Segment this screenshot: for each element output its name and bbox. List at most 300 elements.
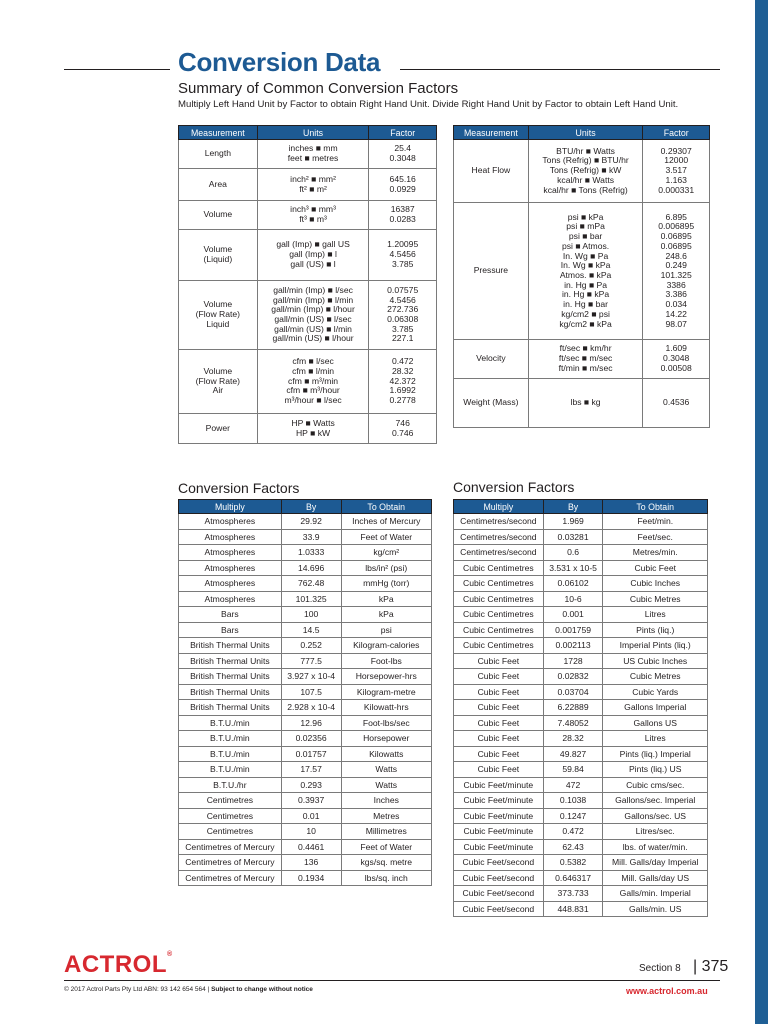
- to-obtain-cell: Cubic Inches: [603, 576, 708, 592]
- factor-cell-line: 1.6992: [389, 385, 416, 396]
- factor-cell-line: 12000: [664, 155, 689, 166]
- table-row: [454, 607, 708, 623]
- multiply-cell: Cubic Feet/second: [454, 886, 544, 902]
- by-cell: 29.92: [281, 514, 341, 530]
- table-row: [179, 684, 432, 700]
- units-cell: [528, 340, 643, 379]
- units-cell-line: in. Hg ■ Pa: [564, 279, 608, 290]
- table-row: [179, 731, 432, 747]
- multiply-cell: Centimetres of Mercury: [179, 839, 282, 855]
- summary-row: [179, 230, 437, 281]
- table-row: [179, 529, 432, 545]
- to-obtain-cell: Pints (liq.) Imperial: [603, 746, 708, 762]
- factor-cell-line: 4.5456: [389, 294, 416, 305]
- measurement-cell: [454, 340, 529, 379]
- table-row: [179, 855, 432, 871]
- multiply-cell: Bars: [179, 622, 282, 638]
- table-row: [454, 762, 708, 778]
- factor-cell-line: 746: [395, 417, 410, 428]
- to-obtain-cell: Galls/min. US: [603, 901, 708, 917]
- title-rule-left: [64, 69, 170, 70]
- units-cell-line: gall/min (Imp) ■ l/min: [272, 294, 354, 305]
- to-obtain-cell: Kilogram-calories: [341, 638, 431, 654]
- units-cell-line: In. Wg ■ kPa: [560, 260, 611, 271]
- to-obtain-cell: lbs. of water/min.: [603, 839, 708, 855]
- units-cell-line: ft/sec ■ m/sec: [558, 353, 613, 364]
- by-cell: 0.03704: [543, 684, 603, 700]
- factor-cell-line: 3.785: [391, 323, 414, 334]
- header-factor: Factor: [643, 126, 710, 140]
- factor-cell-line: 16387: [390, 204, 415, 215]
- units-cell: [528, 140, 643, 203]
- to-obtain-cell: Watts: [341, 762, 431, 778]
- to-obtain-cell: Kilowatts: [341, 746, 431, 762]
- factor-cell-line: 0.07575: [387, 284, 419, 295]
- measurement-cell-line: Weight (Mass): [463, 397, 519, 408]
- units-cell-line: HP ■ Watts: [291, 417, 335, 428]
- to-obtain-cell: Gallons Imperial: [603, 700, 708, 716]
- to-obtain-cell: mmHg (torr): [341, 576, 431, 592]
- factor-cell-line: 1.20095: [387, 239, 419, 250]
- cf-left-body: [179, 514, 432, 886]
- multiply-cell: Centimetres/second: [454, 545, 544, 561]
- factor-cell: [369, 169, 437, 201]
- to-obtain-cell: Cubic Feet: [603, 560, 708, 576]
- measurement-cell: [454, 379, 529, 428]
- factor-cell-line: 3.386: [665, 289, 687, 300]
- table-row: [454, 870, 708, 886]
- table-row: [454, 700, 708, 716]
- units-cell: [257, 201, 369, 230]
- by-cell: 1.0333: [281, 545, 341, 561]
- summary-row: [179, 201, 437, 230]
- multiply-cell: Centimetres: [179, 808, 282, 824]
- units-cell-line: inch³ ■ mm³: [290, 204, 336, 215]
- units-cell: [257, 140, 369, 169]
- units-cell-line: kg/cm2 ■ psi: [561, 308, 610, 319]
- factor-cell-line: 0.3048: [389, 153, 416, 163]
- factor-cell-line: 0.0283: [389, 214, 416, 224]
- factor-cell-line: 0.06895: [660, 231, 692, 242]
- by-cell: 0.002113: [543, 638, 603, 654]
- multiply-cell: Centimetres of Mercury: [179, 855, 282, 871]
- by-cell: 14.5: [281, 622, 341, 638]
- to-obtain-cell: kPa: [341, 607, 431, 623]
- multiply-cell: Cubic Centimetres: [454, 622, 544, 638]
- cf-right-body: [454, 514, 708, 917]
- units-cell-line: gall/min (Imp) ■ l/hour: [271, 304, 355, 315]
- multiply-cell: Cubic Feet: [454, 700, 544, 716]
- factor-cell-line: 0.00508: [660, 362, 692, 373]
- table-row: [454, 824, 708, 840]
- to-obtain-cell: Watts: [341, 777, 431, 793]
- to-obtain-cell: psi: [341, 622, 431, 638]
- multiply-cell: Cubic Feet/minute: [454, 839, 544, 855]
- by-cell: 0.01757: [281, 746, 341, 762]
- side-bar: [755, 0, 768, 1024]
- units-cell-line: in. Hg ■ kPa: [561, 289, 610, 300]
- factor-cell: [369, 201, 437, 230]
- units-cell-line: inches ■ mm: [288, 143, 338, 154]
- to-obtain-cell: Metres/min.: [603, 545, 708, 561]
- measurement-cell-line: (Flow Rate): [195, 309, 241, 320]
- factor-cell: [369, 140, 437, 169]
- measurement-cell-line: Length: [204, 148, 231, 159]
- table-row: [179, 622, 432, 638]
- summary-row: [179, 169, 437, 201]
- multiply-cell: B.T.U./hr: [179, 777, 282, 793]
- units-cell-line: m³/hour ■ l/sec: [284, 395, 342, 406]
- units-cell-line: gall/min (US) ■ l/hour: [272, 333, 354, 344]
- table-row: [454, 684, 708, 700]
- factor-cell: [369, 281, 437, 350]
- table-row: [454, 669, 708, 685]
- by-cell: 0.252: [281, 638, 341, 654]
- to-obtain-cell: Inches: [341, 793, 431, 809]
- to-obtain-cell: Millimetres: [341, 824, 431, 840]
- units-cell-line: kg/cm2 ■ kPa: [559, 318, 612, 329]
- measurement-cell-line: Volume: [203, 365, 233, 376]
- units-cell-line: psi ■ Atmos.: [561, 240, 610, 251]
- by-cell: 59.84: [543, 762, 603, 778]
- units-cell-line: Tons (Refrig) ■ kW: [549, 165, 622, 176]
- factor-cell-line: 0.746: [391, 427, 414, 438]
- table-row: [454, 576, 708, 592]
- summary-row: [454, 340, 710, 379]
- by-cell: 0.5382: [543, 855, 603, 871]
- multiply-cell: Atmospheres: [179, 514, 282, 530]
- units-cell-line: HP ■ kW: [295, 427, 331, 438]
- table-row: [179, 870, 432, 886]
- multiply-cell: Cubic Feet: [454, 746, 544, 762]
- measurement-cell: [454, 140, 529, 203]
- multiply-cell: Centimetres of Mercury: [179, 870, 282, 886]
- by-cell: 107.5: [281, 684, 341, 700]
- table-row: [179, 824, 432, 840]
- by-cell: 3.927 x 10-4: [281, 669, 341, 685]
- multiply-cell: Centimetres/second: [454, 529, 544, 545]
- measurement-cell: [179, 140, 258, 169]
- to-obtain-cell: Cubic Metres: [603, 669, 708, 685]
- summary-left-body: [179, 140, 437, 444]
- header-units: Units: [257, 126, 369, 140]
- by-cell: 101.325: [281, 591, 341, 607]
- multiply-cell: British Thermal Units: [179, 653, 282, 669]
- units-cell-line: ft/min ■ m/sec: [558, 362, 613, 373]
- to-obtain-cell: Litres: [603, 607, 708, 623]
- section-label: Section 8: [639, 963, 681, 974]
- header-to-obtain: To Obtain: [341, 500, 431, 514]
- factor-cell-line: 3.785: [391, 258, 414, 269]
- table-row: [179, 545, 432, 561]
- units-cell-line: gall/min (US) ■ l/sec: [274, 314, 352, 324]
- factor-cell-line: 42.372: [389, 375, 416, 386]
- multiply-cell: Cubic Feet/second: [454, 855, 544, 871]
- factor-cell-line: 1.609: [665, 343, 687, 354]
- units-cell-line: psi ■ mPa: [566, 221, 605, 232]
- to-obtain-cell: Imperial Pints (liq.): [603, 638, 708, 654]
- table-row: [179, 777, 432, 793]
- table-row: [454, 560, 708, 576]
- actrol-logo: [64, 951, 173, 979]
- measurement-cell-line: Air: [212, 385, 224, 396]
- to-obtain-cell: Horsepower: [341, 731, 431, 747]
- to-obtain-cell: Feet/min.: [603, 514, 708, 530]
- factor-cell-line: 98.07: [665, 318, 687, 329]
- copyright: © 2017 Actrol Parts Pty Ltd ABN: 93 142 654 564 | Subject to change without notice: [64, 986, 313, 993]
- by-cell: 14.696: [281, 560, 341, 576]
- by-cell: 62.43: [543, 839, 603, 855]
- header-by: By: [281, 500, 341, 514]
- factor-cell-line: 0.3048: [663, 353, 690, 364]
- units-cell-line: cfm ■ l/sec: [292, 356, 334, 367]
- units-cell-line: In. Wg ■ Pa: [562, 250, 609, 261]
- units-cell-line: psi ■ kPa: [567, 211, 604, 222]
- measurement-cell-line: Volume: [203, 299, 233, 310]
- units-cell-line: gall (US) ■ l: [290, 258, 336, 269]
- factor-cell-line: 0.06308: [387, 314, 419, 324]
- table-row: [454, 622, 708, 638]
- by-cell: 0.472: [543, 824, 603, 840]
- registered-mark: ®: [166, 951, 173, 958]
- to-obtain-cell: Galls/min. Imperial: [603, 886, 708, 902]
- factor-cell-line: 0.000331: [658, 184, 695, 195]
- measurement-cell: [179, 414, 258, 444]
- to-obtain-cell: Pints (liq.) US: [603, 762, 708, 778]
- units-cell-line: Atmos. ■ kPa: [559, 270, 612, 280]
- units-cell-line: psi ■ bar: [568, 231, 603, 242]
- multiply-cell: British Thermal Units: [179, 638, 282, 654]
- conversion-factors-heading-right: Conversion Factors: [453, 479, 575, 495]
- multiply-cell: Cubic Feet: [454, 653, 544, 669]
- to-obtain-cell: lbs/sq. inch: [341, 870, 431, 886]
- measurement-cell: [179, 230, 258, 281]
- multiply-cell: British Thermal Units: [179, 669, 282, 685]
- to-obtain-cell: Pints (liq.): [603, 622, 708, 638]
- multiply-cell: Bars: [179, 607, 282, 623]
- to-obtain-cell: Feet of Water: [341, 839, 431, 855]
- multiply-cell: Cubic Feet/minute: [454, 808, 544, 824]
- units-cell-line: inch² ■ mm²: [290, 173, 336, 184]
- table-row: [179, 700, 432, 716]
- to-obtain-cell: Gallons US: [603, 715, 708, 731]
- multiply-cell: Centimetres/second: [454, 514, 544, 530]
- conversion-factors-table-right: [453, 499, 708, 917]
- measurement-cell-line: Pressure: [473, 265, 509, 276]
- header-to-obtain: To Obtain: [603, 500, 708, 514]
- table-row: [179, 808, 432, 824]
- units-cell: [257, 169, 369, 201]
- to-obtain-cell: Mill. Galls/day Imperial: [603, 855, 708, 871]
- factor-cell-line: 0.249: [665, 260, 687, 271]
- by-cell: 17.57: [281, 762, 341, 778]
- summary-row: [179, 281, 437, 350]
- multiply-cell: British Thermal Units: [179, 684, 282, 700]
- header-measurement: Measurement: [179, 126, 258, 140]
- measurement-cell-line: Volume: [203, 209, 233, 220]
- to-obtain-cell: Kilogram-metre: [341, 684, 431, 700]
- to-obtain-cell: Cubic Yards: [603, 684, 708, 700]
- factor-cell: [643, 340, 710, 379]
- to-obtain-cell: Feet of Water: [341, 529, 431, 545]
- measurement-cell-line: Volume: [203, 244, 233, 255]
- units-cell-line: kcal/hr ■ Watts: [557, 174, 615, 185]
- multiply-cell: Cubic Centimetres: [454, 607, 544, 623]
- to-obtain-cell: US Cubic Inches: [603, 653, 708, 669]
- to-obtain-cell: Foot-lbs/sec: [341, 715, 431, 731]
- by-cell: 100: [281, 607, 341, 623]
- by-cell: 49.827: [543, 746, 603, 762]
- factor-cell-line: 0.4536: [663, 397, 690, 408]
- by-cell: 0.1934: [281, 870, 341, 886]
- factor-cell-line: 101.325: [660, 270, 692, 280]
- summary-row: [454, 203, 710, 340]
- to-obtain-cell: kgs/sq. metre: [341, 855, 431, 871]
- multiply-cell: Cubic Feet: [454, 715, 544, 731]
- measurement-cell-line: Velocity: [476, 353, 506, 364]
- to-obtain-cell: Horsepower-hrs: [341, 669, 431, 685]
- measurement-cell: [179, 350, 258, 414]
- factor-cell-line: 0.29307: [660, 145, 692, 156]
- copyright-text: © 2017 Actrol Parts Pty Ltd ABN: 93 142 654 564: [64, 986, 206, 993]
- factor-cell-line: 645.16: [389, 173, 416, 184]
- units-cell: [257, 230, 369, 281]
- page-number-value: 375: [701, 958, 729, 975]
- units-cell-line: gall/min (US) ■ l/min: [274, 323, 352, 334]
- measurement-cell: [179, 169, 258, 201]
- to-obtain-cell: kg/cm²: [341, 545, 431, 561]
- summary-table-left: [178, 125, 437, 444]
- multiply-cell: Atmospheres: [179, 560, 282, 576]
- table-row: [454, 855, 708, 871]
- multiply-cell: Atmospheres: [179, 576, 282, 592]
- factor-cell-line: 4.5456: [389, 249, 416, 260]
- multiply-cell: Cubic Feet/minute: [454, 777, 544, 793]
- factor-cell-line: 3386: [666, 279, 686, 290]
- factor-cell-line: 227.1: [391, 333, 414, 344]
- units-cell-line: BTU/hr ■ Watts: [556, 145, 615, 156]
- table-row: [454, 746, 708, 762]
- by-cell: 0.01: [281, 808, 341, 824]
- multiply-cell: Atmospheres: [179, 529, 282, 545]
- factor-cell: [369, 414, 437, 444]
- multiply-cell: Cubic Centimetres: [454, 560, 544, 576]
- measurement-cell-line: Area: [208, 178, 227, 189]
- footer-rule: [64, 980, 720, 981]
- by-cell: 0.6: [543, 545, 603, 561]
- units-cell-line: kcal/hr ■ Tons (Refrig): [543, 184, 628, 195]
- multiply-cell: Centimetres: [179, 793, 282, 809]
- by-cell: 0.3937: [281, 793, 341, 809]
- by-cell: 0.646317: [543, 870, 603, 886]
- factor-cell-line: 0.472: [391, 356, 414, 367]
- factor-cell: [369, 350, 437, 414]
- units-cell: [257, 281, 369, 350]
- by-cell: 2.928 x 10-4: [281, 700, 341, 716]
- factor-cell-line: 0.006895: [658, 221, 695, 232]
- table-row: [454, 715, 708, 731]
- factor-cell-line: 248.6: [665, 250, 687, 261]
- summary-table-right: [453, 125, 710, 428]
- factor-cell: [643, 203, 710, 340]
- table-row: [179, 762, 432, 778]
- units-cell: [528, 203, 643, 340]
- factor-cell: [369, 230, 437, 281]
- by-cell: 6.22889: [543, 700, 603, 716]
- measurement-cell: [454, 203, 529, 340]
- header-measurement: Measurement: [454, 126, 529, 140]
- table-row: [454, 591, 708, 607]
- factor-cell-line: 0.06895: [660, 240, 692, 251]
- to-obtain-cell: Litres/sec.: [603, 824, 708, 840]
- multiply-cell: Cubic Feet: [454, 669, 544, 685]
- table-row: [179, 746, 432, 762]
- notice-text: Subject to change without notice: [211, 986, 313, 993]
- conversion-factors-heading-left: Conversion Factors: [178, 480, 300, 496]
- by-cell: 10-6: [543, 591, 603, 607]
- to-obtain-cell: Gallons/sec. US: [603, 808, 708, 824]
- table-row: [179, 638, 432, 654]
- by-cell: 0.02832: [543, 669, 603, 685]
- page-subtitle: Summary of Common Conversion Factors: [178, 80, 459, 97]
- intro-text: Multiply Left Hand Unit by Factor to obtain Right Hand Unit. Divide Right Hand Unit by Factor to obtain Left Hand Unit.: [178, 99, 679, 110]
- factor-cell-line: 14.22: [665, 308, 687, 319]
- factor-cell: [643, 379, 710, 428]
- to-obtain-cell: Foot-lbs: [341, 653, 431, 669]
- multiply-cell: Cubic Feet/minute: [454, 824, 544, 840]
- by-cell: 1.969: [543, 514, 603, 530]
- table-row: [454, 638, 708, 654]
- multiply-cell: Cubic Feet: [454, 731, 544, 747]
- by-cell: 7.48052: [543, 715, 603, 731]
- to-obtain-cell: lbs/in² (psi): [341, 560, 431, 576]
- factor-cell-line: 0.2778: [389, 395, 416, 406]
- factor-cell-line: 25.4: [394, 143, 412, 154]
- table-row: [179, 715, 432, 731]
- summary-row: [454, 140, 710, 203]
- by-cell: 28.32: [543, 731, 603, 747]
- multiply-cell: B.T.U./min: [179, 762, 282, 778]
- by-cell: 1728: [543, 653, 603, 669]
- table-row: [179, 514, 432, 530]
- units-cell-line: in. Hg ■ bar: [563, 299, 608, 310]
- by-cell: 136: [281, 855, 341, 871]
- website-link[interactable]: www.actrol.com.au: [626, 986, 708, 996]
- conversion-factors-table-left: [178, 499, 432, 886]
- table-row: [454, 514, 708, 530]
- multiply-cell: Atmospheres: [179, 591, 282, 607]
- table-row: [454, 793, 708, 809]
- units-cell-line: lbs ■ kg: [570, 397, 601, 408]
- by-cell: 3.531 x 10-5: [543, 560, 603, 576]
- units-cell-line: ft³ ■ m³: [299, 214, 327, 224]
- header-multiply: Multiply: [179, 500, 282, 514]
- table-row: [454, 731, 708, 747]
- measurement-cell-line: (Flow Rate): [195, 375, 241, 386]
- multiply-cell: Cubic Feet: [454, 684, 544, 700]
- summary-row: [454, 379, 710, 428]
- header-factor: Factor: [369, 126, 437, 140]
- factor-cell: [643, 140, 710, 203]
- by-cell: 0.4461: [281, 839, 341, 855]
- by-cell: 0.001: [543, 607, 603, 623]
- units-cell-line: Tons (Refrig) ■ BTU/hr: [542, 155, 629, 166]
- table-row: [179, 560, 432, 576]
- to-obtain-cell: kPa: [341, 591, 431, 607]
- table-row: [179, 839, 432, 855]
- multiply-cell: Cubic Centimetres: [454, 638, 544, 654]
- multiply-cell: Cubic Feet/second: [454, 901, 544, 917]
